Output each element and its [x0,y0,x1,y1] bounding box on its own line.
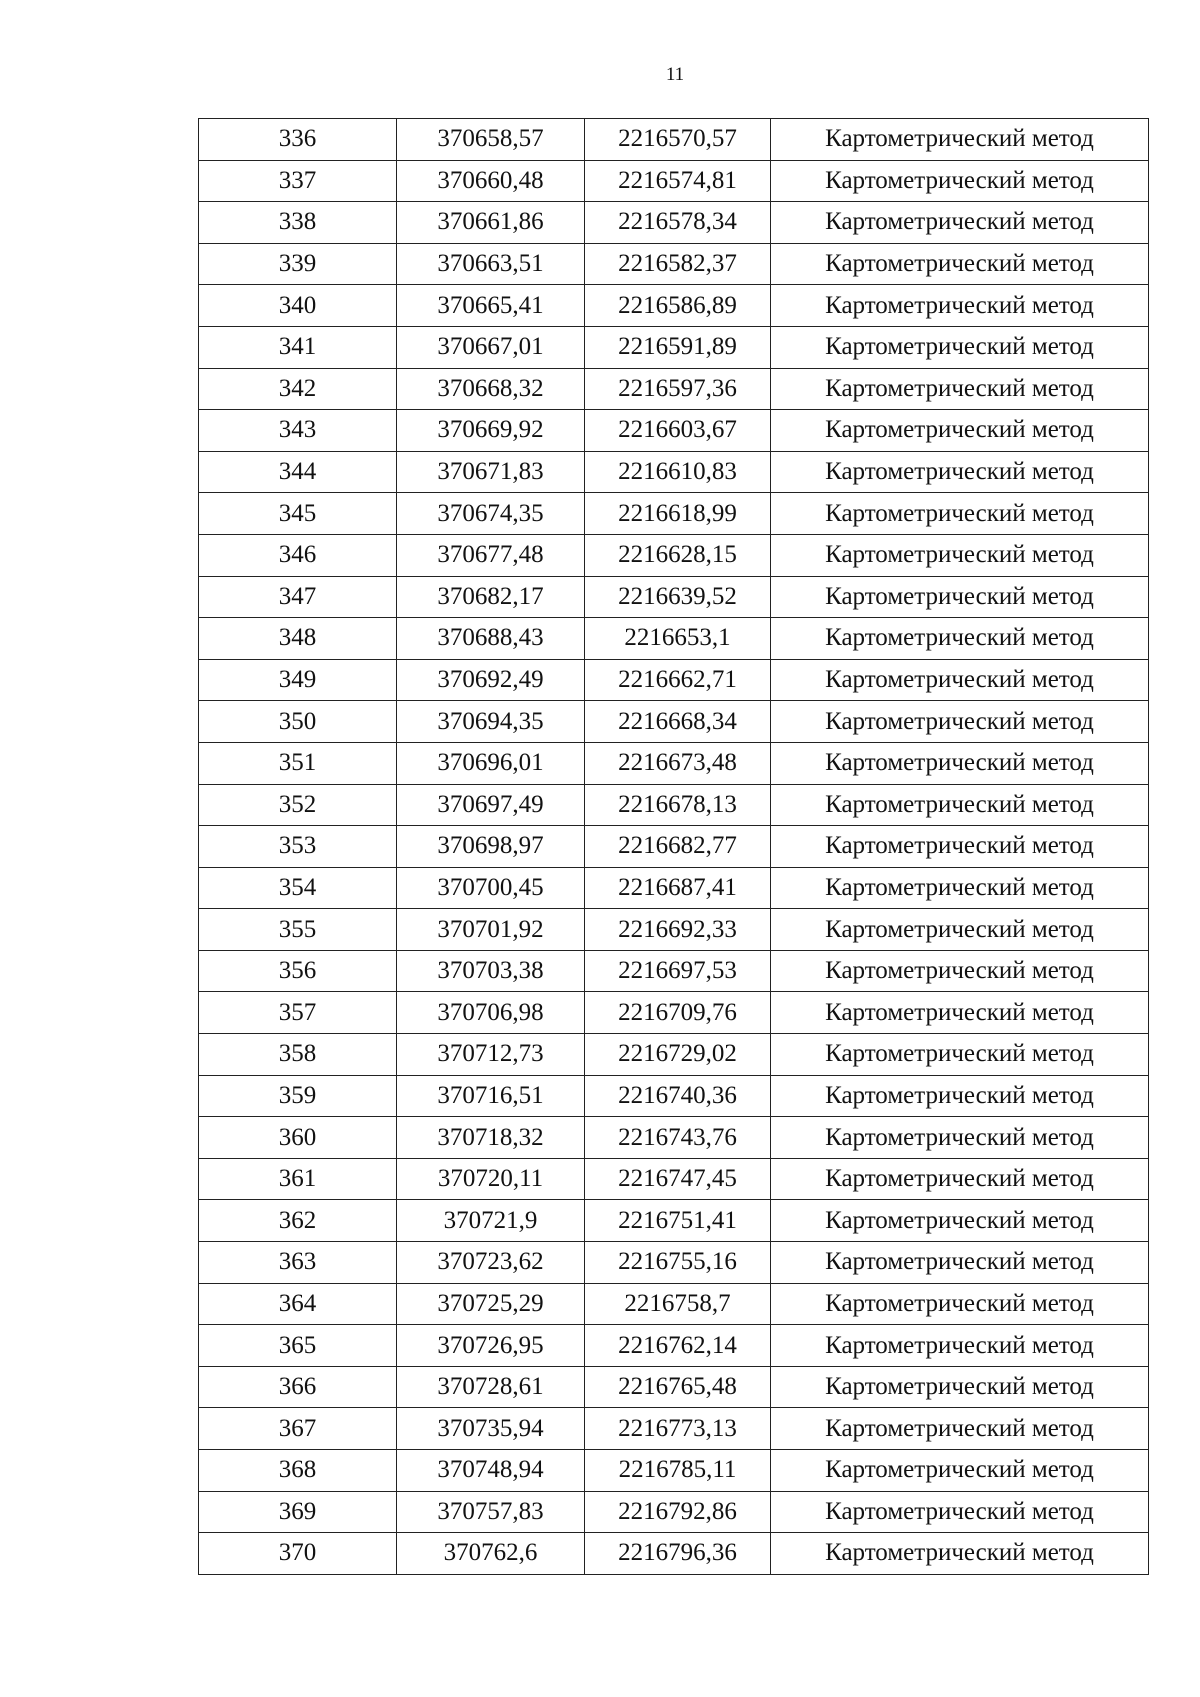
x-coordinate-cell: 370728,61 [397,1366,585,1408]
method-cell: Картометрический метод [771,1366,1149,1408]
x-coordinate-cell: 370668,32 [397,368,585,410]
y-coordinate-cell: 2216582,37 [585,243,771,285]
method-cell: Картометрический метод [771,742,1149,784]
point-number-cell: 359 [199,1075,397,1117]
x-coordinate-cell: 370698,97 [397,826,585,868]
y-coordinate-cell: 2216678,13 [585,784,771,826]
method-cell: Картометрический метод [771,867,1149,909]
x-coordinate-cell: 370663,51 [397,243,585,285]
table-row [199,618,1149,660]
table-row [199,826,1149,868]
method-cell: Картометрический метод [771,160,1149,202]
y-coordinate-cell: 2216773,13 [585,1408,771,1450]
x-coordinate-cell: 370658,57 [397,119,585,161]
point-number-cell: 357 [199,992,397,1034]
method-cell: Картометрический метод [771,368,1149,410]
y-coordinate-cell: 2216578,34 [585,202,771,244]
y-coordinate-cell: 2216610,83 [585,451,771,493]
coordinates-table [198,118,1149,1575]
method-cell: Картометрический метод [771,243,1149,285]
point-number-cell: 354 [199,867,397,909]
y-coordinate-cell: 2216639,52 [585,576,771,618]
point-number-cell: 360 [199,1117,397,1159]
method-cell: Картометрический метод [771,1283,1149,1325]
table-row [199,1158,1149,1200]
y-coordinate-cell: 2216682,77 [585,826,771,868]
table-row [199,1200,1149,1242]
x-coordinate-cell: 370694,35 [397,701,585,743]
point-number-cell: 364 [199,1283,397,1325]
method-cell: Картометрический метод [771,1408,1149,1450]
page-number: 11 [665,64,685,85]
table-row [199,742,1149,784]
method-cell: Картометрический метод [771,992,1149,1034]
point-number-cell: 358 [199,1034,397,1076]
x-coordinate-cell: 370712,73 [397,1034,585,1076]
point-number-cell: 337 [199,160,397,202]
point-number-cell: 353 [199,826,397,868]
x-coordinate-cell: 370725,29 [397,1283,585,1325]
table-row [199,1283,1149,1325]
x-coordinate-cell: 370660,48 [397,160,585,202]
y-coordinate-cell: 2216697,53 [585,950,771,992]
method-cell: Картометрический метод [771,534,1149,576]
x-coordinate-cell: 370667,01 [397,326,585,368]
y-coordinate-cell: 2216758,7 [585,1283,771,1325]
y-coordinate-cell: 2216709,76 [585,992,771,1034]
point-number-cell: 339 [199,243,397,285]
x-coordinate-cell: 370700,45 [397,867,585,909]
table-row [199,784,1149,826]
x-coordinate-cell: 370721,9 [397,1200,585,1242]
x-coordinate-cell: 370748,94 [397,1450,585,1492]
method-cell: Картометрический метод [771,451,1149,493]
table-row [199,1450,1149,1492]
point-number-cell: 340 [199,285,397,327]
y-coordinate-cell: 2216687,41 [585,867,771,909]
x-coordinate-cell: 370671,83 [397,451,585,493]
table-row [199,1408,1149,1450]
point-number-cell: 352 [199,784,397,826]
method-cell: Картометрический метод [771,326,1149,368]
method-cell: Картометрический метод [771,1158,1149,1200]
y-coordinate-cell: 2216755,16 [585,1242,771,1284]
y-coordinate-cell: 2216762,14 [585,1325,771,1367]
x-coordinate-cell: 370677,48 [397,534,585,576]
method-cell: Картометрический метод [771,202,1149,244]
method-cell: Картометрический метод [771,576,1149,618]
point-number-cell: 363 [199,1242,397,1284]
point-number-cell: 368 [199,1450,397,1492]
method-cell: Картометрический метод [771,618,1149,660]
point-number-cell: 350 [199,701,397,743]
x-coordinate-cell: 370723,62 [397,1242,585,1284]
table-row [199,534,1149,576]
x-coordinate-cell: 370669,92 [397,410,585,452]
table-row [199,1533,1149,1575]
x-coordinate-cell: 370720,11 [397,1158,585,1200]
method-cell: Картометрический метод [771,1117,1149,1159]
point-number-cell: 338 [199,202,397,244]
table-row [199,1491,1149,1533]
x-coordinate-cell: 370665,41 [397,285,585,327]
point-number-cell: 365 [199,1325,397,1367]
point-number-cell: 367 [199,1408,397,1450]
y-coordinate-cell: 2216574,81 [585,160,771,202]
table-row [199,1117,1149,1159]
y-coordinate-cell: 2216628,15 [585,534,771,576]
table-row [199,326,1149,368]
method-cell: Картометрический метод [771,493,1149,535]
point-number-cell: 336 [199,119,397,161]
x-coordinate-cell: 370703,38 [397,950,585,992]
method-cell: Картометрический метод [771,950,1149,992]
x-coordinate-cell: 370716,51 [397,1075,585,1117]
point-number-cell: 349 [199,659,397,701]
table-row [199,1075,1149,1117]
y-coordinate-cell: 2216743,76 [585,1117,771,1159]
point-number-cell: 345 [199,493,397,535]
x-coordinate-cell: 370757,83 [397,1491,585,1533]
point-number-cell: 361 [199,1158,397,1200]
y-coordinate-cell: 2216662,71 [585,659,771,701]
x-coordinate-cell: 370674,35 [397,493,585,535]
y-coordinate-cell: 2216618,99 [585,493,771,535]
method-cell: Картометрический метод [771,1200,1149,1242]
method-cell: Картометрический метод [771,659,1149,701]
y-coordinate-cell: 2216570,57 [585,119,771,161]
x-coordinate-cell: 370735,94 [397,1408,585,1450]
y-coordinate-cell: 2216792,86 [585,1491,771,1533]
y-coordinate-cell: 2216603,67 [585,410,771,452]
y-coordinate-cell: 2216765,48 [585,1366,771,1408]
x-coordinate-cell: 370696,01 [397,742,585,784]
x-coordinate-cell: 370701,92 [397,909,585,951]
y-coordinate-cell: 2216591,89 [585,326,771,368]
point-number-cell: 356 [199,950,397,992]
point-number-cell: 346 [199,534,397,576]
x-coordinate-cell: 370726,95 [397,1325,585,1367]
table-row [199,119,1149,161]
y-coordinate-cell: 2216597,36 [585,368,771,410]
method-cell: Картометрический метод [771,410,1149,452]
method-cell: Картометрический метод [771,119,1149,161]
method-cell: Картометрический метод [771,1491,1149,1533]
x-coordinate-cell: 370692,49 [397,659,585,701]
method-cell: Картометрический метод [771,1075,1149,1117]
y-coordinate-cell: 2216729,02 [585,1034,771,1076]
table-row [199,950,1149,992]
table-row [199,909,1149,951]
y-coordinate-cell: 2216785,11 [585,1450,771,1492]
x-coordinate-cell: 370688,43 [397,618,585,660]
table-row [199,576,1149,618]
method-cell: Картометрический метод [771,909,1149,951]
method-cell: Картометрический метод [771,1034,1149,1076]
x-coordinate-cell: 370682,17 [397,576,585,618]
table-row [199,659,1149,701]
y-coordinate-cell: 2216653,1 [585,618,771,660]
table-row [199,285,1149,327]
table-row [199,867,1149,909]
table-row [199,1034,1149,1076]
method-cell: Картометрический метод [771,1242,1149,1284]
table-row [199,368,1149,410]
x-coordinate-cell: 370661,86 [397,202,585,244]
table-row [199,1325,1149,1367]
x-coordinate-cell: 370697,49 [397,784,585,826]
point-number-cell: 370 [199,1533,397,1575]
x-coordinate-cell: 370718,32 [397,1117,585,1159]
y-coordinate-cell: 2216673,48 [585,742,771,784]
method-cell: Картометрический метод [771,701,1149,743]
table-row [199,493,1149,535]
y-coordinate-cell: 2216747,45 [585,1158,771,1200]
y-coordinate-cell: 2216740,36 [585,1075,771,1117]
point-number-cell: 348 [199,618,397,660]
point-number-cell: 342 [199,368,397,410]
x-coordinate-cell: 370706,98 [397,992,585,1034]
point-number-cell: 344 [199,451,397,493]
point-number-cell: 341 [199,326,397,368]
table-row [199,410,1149,452]
point-number-cell: 366 [199,1366,397,1408]
method-cell: Картометрический метод [771,1450,1149,1492]
point-number-cell: 355 [199,909,397,951]
method-cell: Картометрический метод [771,285,1149,327]
y-coordinate-cell: 2216751,41 [585,1200,771,1242]
method-cell: Картометрический метод [771,784,1149,826]
point-number-cell: 351 [199,742,397,784]
y-coordinate-cell: 2216586,89 [585,285,771,327]
table-row [199,451,1149,493]
table-row [199,992,1149,1034]
table-row [199,701,1149,743]
point-number-cell: 369 [199,1491,397,1533]
point-number-cell: 347 [199,576,397,618]
table-row [199,1366,1149,1408]
x-coordinate-cell: 370762,6 [397,1533,585,1575]
table-row [199,243,1149,285]
table-row [199,160,1149,202]
y-coordinate-cell: 2216692,33 [585,909,771,951]
table-body [199,119,1149,1575]
method-cell: Картометрический метод [771,826,1149,868]
method-cell: Картометрический метод [771,1533,1149,1575]
method-cell: Картометрический метод [771,1325,1149,1367]
table-row [199,1242,1149,1284]
table-row [199,202,1149,244]
y-coordinate-cell: 2216796,36 [585,1533,771,1575]
point-number-cell: 362 [199,1200,397,1242]
point-number-cell: 343 [199,410,397,452]
y-coordinate-cell: 2216668,34 [585,701,771,743]
